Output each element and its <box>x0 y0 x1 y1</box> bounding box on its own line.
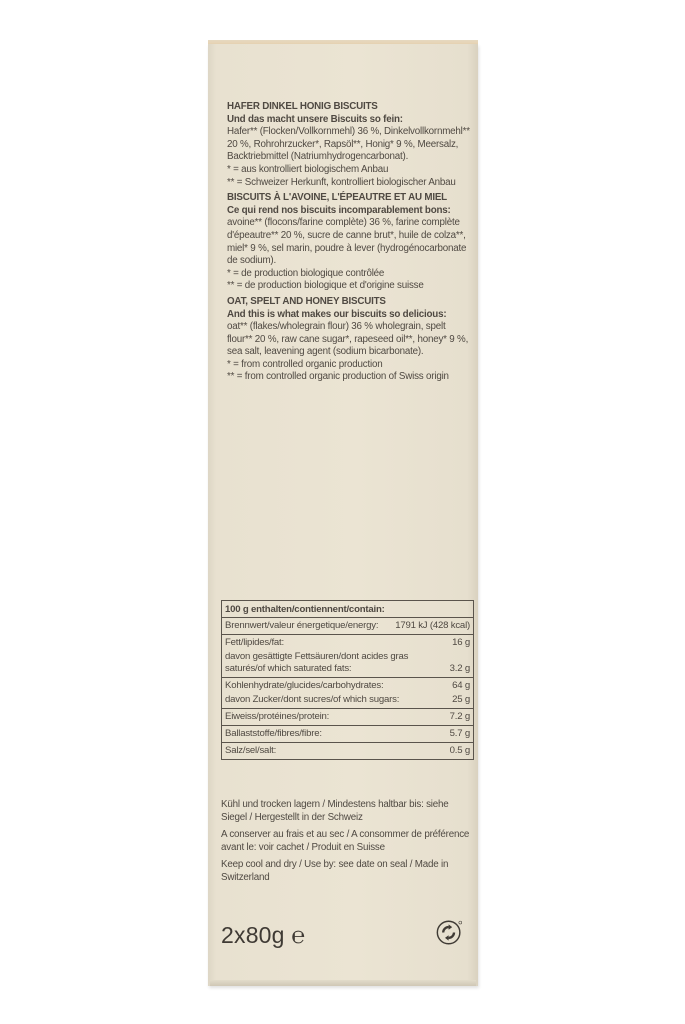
nutrition-row-energy <box>222 618 473 635</box>
fat-value: 16 g <box>452 637 470 648</box>
nutrition-row-carbohydrates <box>222 678 473 692</box>
protein-label: Eiweiss/protéines/protein: <box>225 711 330 722</box>
ingredients-de <box>227 101 472 189</box>
energy-value: 1791 kJ (428 kcal) <box>395 620 470 631</box>
green-dot-icon <box>436 919 463 946</box>
fibre-label: Ballaststoffe/fibres/fibre: <box>225 728 322 739</box>
ingredient-list-de: Hafer** (Flocken/Vollkornmehl) 36 %, Dinkelvollkornmehl** 20 %, Rohrohrzucker*, Rapsöl**, Honig* 9 %, Meersalz, Backtriebmittel (Natriumhydrogencarbonat). <box>227 126 473 163</box>
ingredients-fr <box>227 192 472 293</box>
subtitle-de: Und das macht unsere Biscuits so fein: <box>227 113 403 125</box>
storage-fr: A conserver au frais et au sec / A consommer de préférence avant le: voir cachet / Produit en Suisse <box>221 829 472 853</box>
footnote-2-fr: ** = de production biologique et d'origine suisse <box>227 280 424 292</box>
sugars-value: 25 g <box>452 694 470 705</box>
subtitle-en: And this is what makes our biscuits so delicious: <box>227 308 447 320</box>
saturated-value: 3.2 g <box>449 663 470 674</box>
box-bottom-edge <box>210 980 476 986</box>
storage-info <box>221 799 471 890</box>
sugars-label: davon Zucker/dont sucres/of which sugars: <box>225 694 400 705</box>
nutrition-table <box>221 600 474 760</box>
title-de: HAFER DINKEL HONIG BISCUITS <box>227 101 378 112</box>
energy-label: Brennwert/valeur énergetique/energy: <box>225 620 379 631</box>
protein-value: 7.2 g <box>449 711 470 722</box>
fat-label: Fett/lipides/fat: <box>225 637 284 648</box>
subtitle-fr: Ce qui rend nos biscuits incomparablement bons: <box>227 204 451 216</box>
nutrition-row-protein <box>222 709 473 726</box>
salt-value: 0.5 g <box>449 745 470 756</box>
storage-de: Kühl und trocken lagern / Mindestens haltbar bis: siehe Siegel / Hergestellt in der Schweiz <box>221 799 452 823</box>
nutrition-header: 100 g enthalten/contiennent/contain: <box>222 601 473 618</box>
footnote-1-fr: * = de production biologique contrôlée <box>227 267 385 279</box>
ingredients-section <box>227 101 472 387</box>
nutrition-row-fat <box>222 635 473 649</box>
net-weight: 2x80g ℮ <box>221 922 306 948</box>
ingredients-en <box>227 296 472 384</box>
title-en: OAT, SPELT AND HONEY BISCUITS <box>227 295 386 307</box>
fibre-value: 5.7 g <box>449 728 470 739</box>
salt-label: Salz/sel/salt: <box>225 745 277 756</box>
carbohydrates-label: Kohlenhydrate/glucides/carbohydrates: <box>225 680 384 691</box>
carbohydrates-value: 64 g <box>452 680 470 691</box>
ingredient-list-en: oat** (flakes/wholegrain flour) 36 % wholegrain, spelt flour** 20 %, raw cane sugar*, rapeseed oil**, honey* 9 %, sea salt, leavening agent (sodium bicarbonate). <box>227 321 471 358</box>
footnote-2-de: ** = Schweizer Herkunft, kontrolliert biologischer Anbau <box>227 176 456 188</box>
footnote-1-de: * = aus kontrolliert biologischem Anbau <box>227 163 389 175</box>
saturated-label: davon gesättigte Fettsäuren/dont acides gras saturés/of which saturated fats: <box>225 651 409 674</box>
nutrition-row-sugars <box>222 692 473 709</box>
nutrition-row-salt <box>222 743 473 759</box>
ingredient-list-fr: avoine** (flocons/farine complète) 36 %, farine complète d'épeautre** 20 %, sucre de canne brut*, huile de colza**, miel* 9 %, sel marin, poudre à lever (hydrogénocarbonate de sodium). <box>227 217 469 267</box>
nutrition-row-saturated <box>222 649 473 678</box>
title-fr: BISCUITS À L'AVOINE, L'ÉPEAUTRE ET AU MIEL <box>227 192 447 204</box>
footnote-2-en: ** = from controlled organic production of Swiss origin <box>227 371 449 383</box>
nutrition-row-fibre <box>222 726 473 743</box>
storage-en: Keep cool and dry / Use by: see date on seal / Made in Switzerland <box>221 859 451 883</box>
footnote-1-en: * = from controlled organic production <box>227 358 383 370</box>
